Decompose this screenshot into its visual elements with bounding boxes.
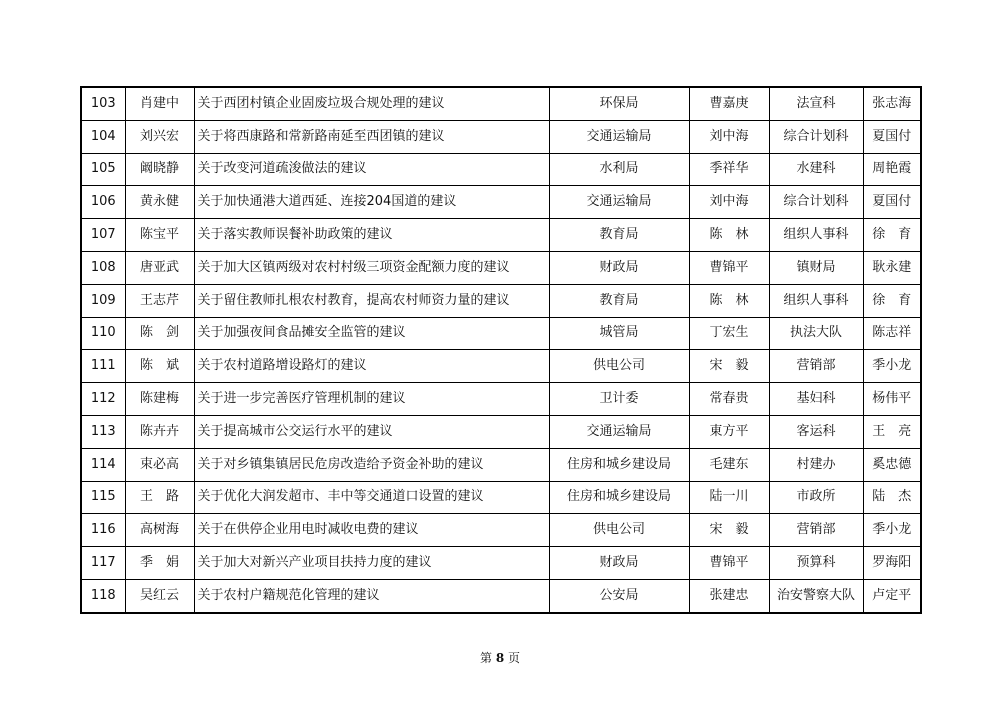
proposal-title: 关于加强夜间食品摊安全监管的建议 — [194, 317, 549, 350]
proposer-name: 阚晓静 — [125, 153, 194, 186]
table-row — [81, 415, 921, 448]
proposal-title: 关于将西康路和常新路南延至西团镇的建议 — [194, 120, 549, 153]
office-contact: 王 亮 — [863, 415, 921, 448]
row-number: 112 — [81, 383, 125, 416]
handling-office: 客运科 — [769, 415, 863, 448]
proposal-title: 关于农村道路增设路灯的建议 — [194, 350, 549, 383]
row-number: 109 — [81, 284, 125, 317]
row-number: 110 — [81, 317, 125, 350]
proposal-title: 关于西团村镇企业固废垃圾合规处理的建议 — [194, 87, 549, 120]
table-row — [81, 448, 921, 481]
proposer-name: 陈卉卉 — [125, 415, 194, 448]
table-row — [81, 514, 921, 547]
proposal-title: 关于落实教师误餐补助政策的建议 — [194, 219, 549, 252]
row-number: 113 — [81, 415, 125, 448]
handling-office: 镇财局 — [769, 251, 863, 284]
handling-office: 营销部 — [769, 350, 863, 383]
department-contact: 東方平 — [689, 415, 769, 448]
handling-office: 村建办 — [769, 448, 863, 481]
handling-department: 卫计委 — [549, 383, 689, 416]
table-row — [81, 120, 921, 153]
table-row — [81, 547, 921, 580]
proposer-name: 王志芹 — [125, 284, 194, 317]
proposal-title: 关于加大区镇两级对农村村级三项资金配额力度的建议 — [194, 251, 549, 284]
handling-department: 水利局 — [549, 153, 689, 186]
office-contact: 周艳霞 — [863, 153, 921, 186]
department-contact: 陆一川 — [689, 481, 769, 514]
proposal-title: 关于留住教师扎根农村教育，提高农村师资力量的建议 — [194, 284, 549, 317]
office-contact: 夏国付 — [863, 186, 921, 219]
proposer-name: 陈 剑 — [125, 317, 194, 350]
proposal-title: 关于优化大润发超市、丰中等交通道口设置的建议 — [194, 481, 549, 514]
office-contact: 罗海阳 — [863, 547, 921, 580]
department-contact: 宋 毅 — [689, 350, 769, 383]
office-contact: 徐 育 — [863, 219, 921, 252]
department-contact: 曹嘉庚 — [689, 87, 769, 120]
handling-office: 组织人事科 — [769, 219, 863, 252]
handling-office: 组织人事科 — [769, 284, 863, 317]
table-row — [81, 251, 921, 284]
proposer-name: 束必高 — [125, 448, 194, 481]
handling-department: 公安局 — [549, 579, 689, 612]
department-contact: 宋 毅 — [689, 514, 769, 547]
page-footer — [0, 649, 1000, 666]
office-contact: 陈志祥 — [863, 317, 921, 350]
department-contact: 曹锦平 — [689, 251, 769, 284]
handling-department: 交通运输局 — [549, 186, 689, 219]
office-contact: 季小龙 — [863, 514, 921, 547]
handling-department: 财政局 — [549, 251, 689, 284]
handling-department: 教育局 — [549, 219, 689, 252]
footer-prefix: 第 — [479, 651, 492, 665]
department-contact: 季祥华 — [689, 153, 769, 186]
table-row — [81, 481, 921, 514]
proposal-title: 关于改变河道疏浚做法的建议 — [194, 153, 549, 186]
proposer-name: 黄永健 — [125, 186, 194, 219]
handling-department: 交通运输局 — [549, 415, 689, 448]
row-number: 108 — [81, 251, 125, 284]
handling-office: 预算科 — [769, 547, 863, 580]
office-contact: 张志海 — [863, 87, 921, 120]
row-number: 104 — [81, 120, 125, 153]
office-contact: 卢定平 — [863, 579, 921, 612]
row-number: 111 — [81, 350, 125, 383]
proposal-title: 关于在供停企业用电时减收电费的建议 — [194, 514, 549, 547]
footer-suffix: 页 — [508, 651, 521, 665]
handling-office: 营销部 — [769, 514, 863, 547]
department-contact: 毛建东 — [689, 448, 769, 481]
handling-department: 住房和城乡建设局 — [549, 448, 689, 481]
department-contact: 丁宏生 — [689, 317, 769, 350]
proposer-name: 陈 斌 — [125, 350, 194, 383]
proposer-name: 陈宝平 — [125, 219, 194, 252]
department-contact: 刘中海 — [689, 120, 769, 153]
proposal-title: 关于加快通港大道西延、连接204国道的建议 — [194, 186, 549, 219]
row-number: 115 — [81, 481, 125, 514]
table-body — [81, 87, 921, 613]
department-contact: 张建忠 — [689, 579, 769, 612]
handling-office: 市政所 — [769, 481, 863, 514]
handling-office: 法宣科 — [769, 87, 863, 120]
proposal-title: 关于加大对新兴产业项目扶持力度的建议 — [194, 547, 549, 580]
department-contact: 曹锦平 — [689, 547, 769, 580]
row-number: 118 — [81, 579, 125, 612]
handling-office: 水建科 — [769, 153, 863, 186]
row-number: 103 — [81, 87, 125, 120]
handling-department: 交通运输局 — [549, 120, 689, 153]
proposal-title: 关于农村户籍规范化管理的建议 — [194, 579, 549, 612]
handling-department: 供电公司 — [549, 350, 689, 383]
proposal-title: 关于对乡镇集镇居民危房改造给予资金补助的建议 — [194, 448, 549, 481]
proposal-table — [80, 86, 922, 614]
proposer-name: 吴红云 — [125, 579, 194, 612]
table-row — [81, 383, 921, 416]
row-number: 117 — [81, 547, 125, 580]
office-contact: 陆 杰 — [863, 481, 921, 514]
table-row — [81, 186, 921, 219]
table-row — [81, 317, 921, 350]
proposer-name: 陈建梅 — [125, 383, 194, 416]
page-number: 8 — [495, 651, 505, 665]
proposer-name: 肖建中 — [125, 87, 194, 120]
office-contact: 夏国付 — [863, 120, 921, 153]
handling-department: 城管局 — [549, 317, 689, 350]
handling-office: 执法大队 — [769, 317, 863, 350]
row-number: 105 — [81, 153, 125, 186]
proposer-name: 高树海 — [125, 514, 194, 547]
table-row — [81, 350, 921, 383]
department-contact: 陈 林 — [689, 219, 769, 252]
handling-office: 综合计划科 — [769, 186, 863, 219]
office-contact: 耿永建 — [863, 251, 921, 284]
handling-department: 住房和城乡建设局 — [549, 481, 689, 514]
office-contact: 奚忠德 — [863, 448, 921, 481]
handling-office: 综合计划科 — [769, 120, 863, 153]
proposer-name: 唐亚武 — [125, 251, 194, 284]
office-contact: 杨伟平 — [863, 383, 921, 416]
handling-department: 教育局 — [549, 284, 689, 317]
proposer-name: 刘兴宏 — [125, 120, 194, 153]
row-number: 107 — [81, 219, 125, 252]
department-contact: 刘中海 — [689, 186, 769, 219]
office-contact: 季小龙 — [863, 350, 921, 383]
table-row — [81, 153, 921, 186]
department-contact: 陈 林 — [689, 284, 769, 317]
office-contact: 徐 育 — [863, 284, 921, 317]
department-contact: 常春贵 — [689, 383, 769, 416]
table-row — [81, 284, 921, 317]
handling-office: 基妇科 — [769, 383, 863, 416]
proposer-name: 王 路 — [125, 481, 194, 514]
proposal-title: 关于进一步完善医疗管理机制的建议 — [194, 383, 549, 416]
proposer-name: 季 娟 — [125, 547, 194, 580]
handling-department: 供电公司 — [549, 514, 689, 547]
row-number: 114 — [81, 448, 125, 481]
handling-department: 财政局 — [549, 547, 689, 580]
row-number: 116 — [81, 514, 125, 547]
row-number: 106 — [81, 186, 125, 219]
handling-department: 环保局 — [549, 87, 689, 120]
handling-office: 治安警察大队 — [769, 579, 863, 612]
table-row — [81, 87, 921, 120]
table-row — [81, 579, 921, 612]
proposal-title: 关于提高城市公交运行水平的建议 — [194, 415, 549, 448]
table-row — [81, 219, 921, 252]
